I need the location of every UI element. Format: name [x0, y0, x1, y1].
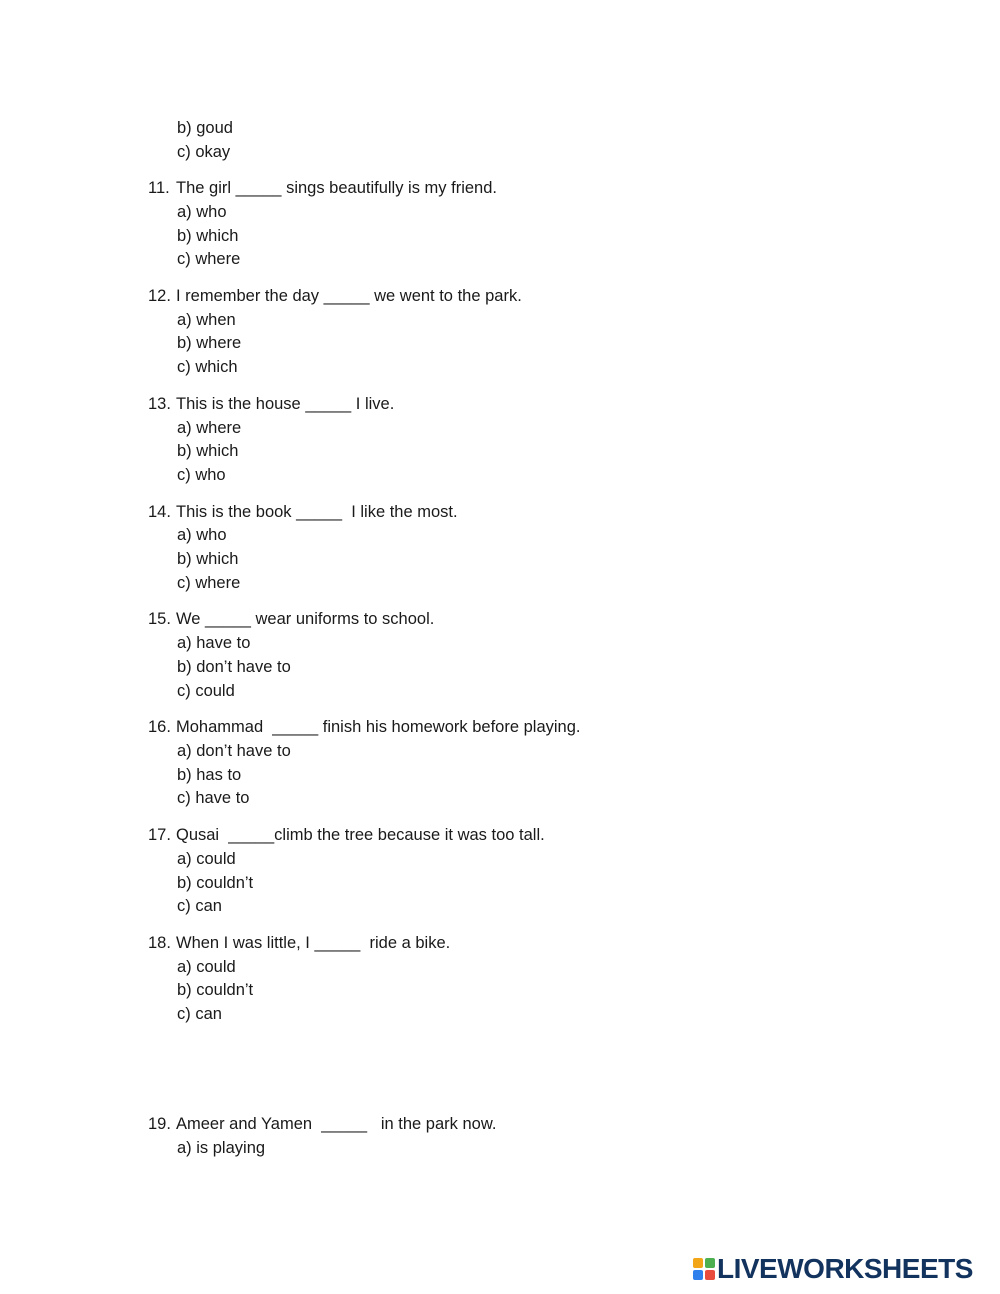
logo-mark-tile	[705, 1258, 715, 1268]
option: c) can	[177, 897, 222, 915]
option: b) which	[177, 550, 239, 568]
option: a) don’t have to	[177, 742, 291, 760]
logo-mark-tile	[705, 1270, 715, 1280]
option: a) is playing	[177, 1139, 266, 1157]
question-stem: We _____ wear uniforms to school.	[176, 610, 435, 628]
question-stem: This is the house _____ I live.	[176, 395, 395, 413]
option: b) where	[177, 334, 242, 352]
option: a) when	[177, 311, 236, 329]
option: c) where	[177, 574, 241, 592]
option: a) who	[177, 203, 227, 221]
question-number: 19.	[148, 1115, 171, 1133]
logo-mark-icon	[693, 1258, 715, 1280]
option: b) which	[177, 227, 239, 245]
question-number: 11.	[148, 179, 170, 197]
question-number: 12.	[148, 287, 171, 305]
option: a) could	[177, 958, 236, 976]
question-number: 13.	[148, 395, 171, 413]
option: a) have to	[177, 634, 251, 652]
question-number: 17.	[148, 826, 171, 844]
logo-mark-tile	[693, 1270, 703, 1280]
option: a) could	[177, 850, 236, 868]
question-stem: Qusai _____climb the tree because it was too tall.	[176, 826, 545, 844]
question-stem: I remember the day _____ we went to the park.	[176, 287, 522, 305]
option: c) where	[177, 250, 241, 268]
option: c) have to	[177, 789, 250, 807]
option: b) which	[177, 442, 239, 460]
option: a) who	[177, 526, 227, 544]
option: c) okay	[177, 143, 231, 161]
option: c) could	[177, 682, 235, 700]
logo-text: LIVEWORKSHEETS	[717, 1253, 973, 1284]
question-number: 15.	[148, 610, 171, 628]
option: a) where	[177, 419, 242, 437]
logo-mark-tile	[693, 1258, 703, 1268]
option: b) couldn’t	[177, 874, 254, 892]
question-stem: This is the book _____ I like the most.	[176, 503, 458, 521]
question-stem: The girl _____ sings beautifully is my friend.	[176, 179, 497, 197]
liveworksheets-logo[interactable]	[693, 1255, 973, 1283]
question-number: 16.	[148, 718, 171, 736]
question-stem: Mohammad _____ finish his homework before playing.	[176, 718, 581, 736]
question-number: 14.	[148, 503, 171, 521]
question-number: 18.	[148, 934, 171, 952]
option: b) couldn’t	[177, 981, 254, 999]
option: b) has to	[177, 766, 242, 784]
option: b) don’t have to	[177, 658, 291, 676]
question-stem: When I was little, I _____ ride a bike.	[176, 934, 451, 952]
option: b) goud	[177, 119, 233, 137]
option: c) can	[177, 1005, 222, 1023]
option: c) which	[177, 358, 238, 376]
option: c) who	[177, 466, 226, 484]
question-stem: Ameer and Yamen _____ in the park now.	[176, 1115, 497, 1133]
